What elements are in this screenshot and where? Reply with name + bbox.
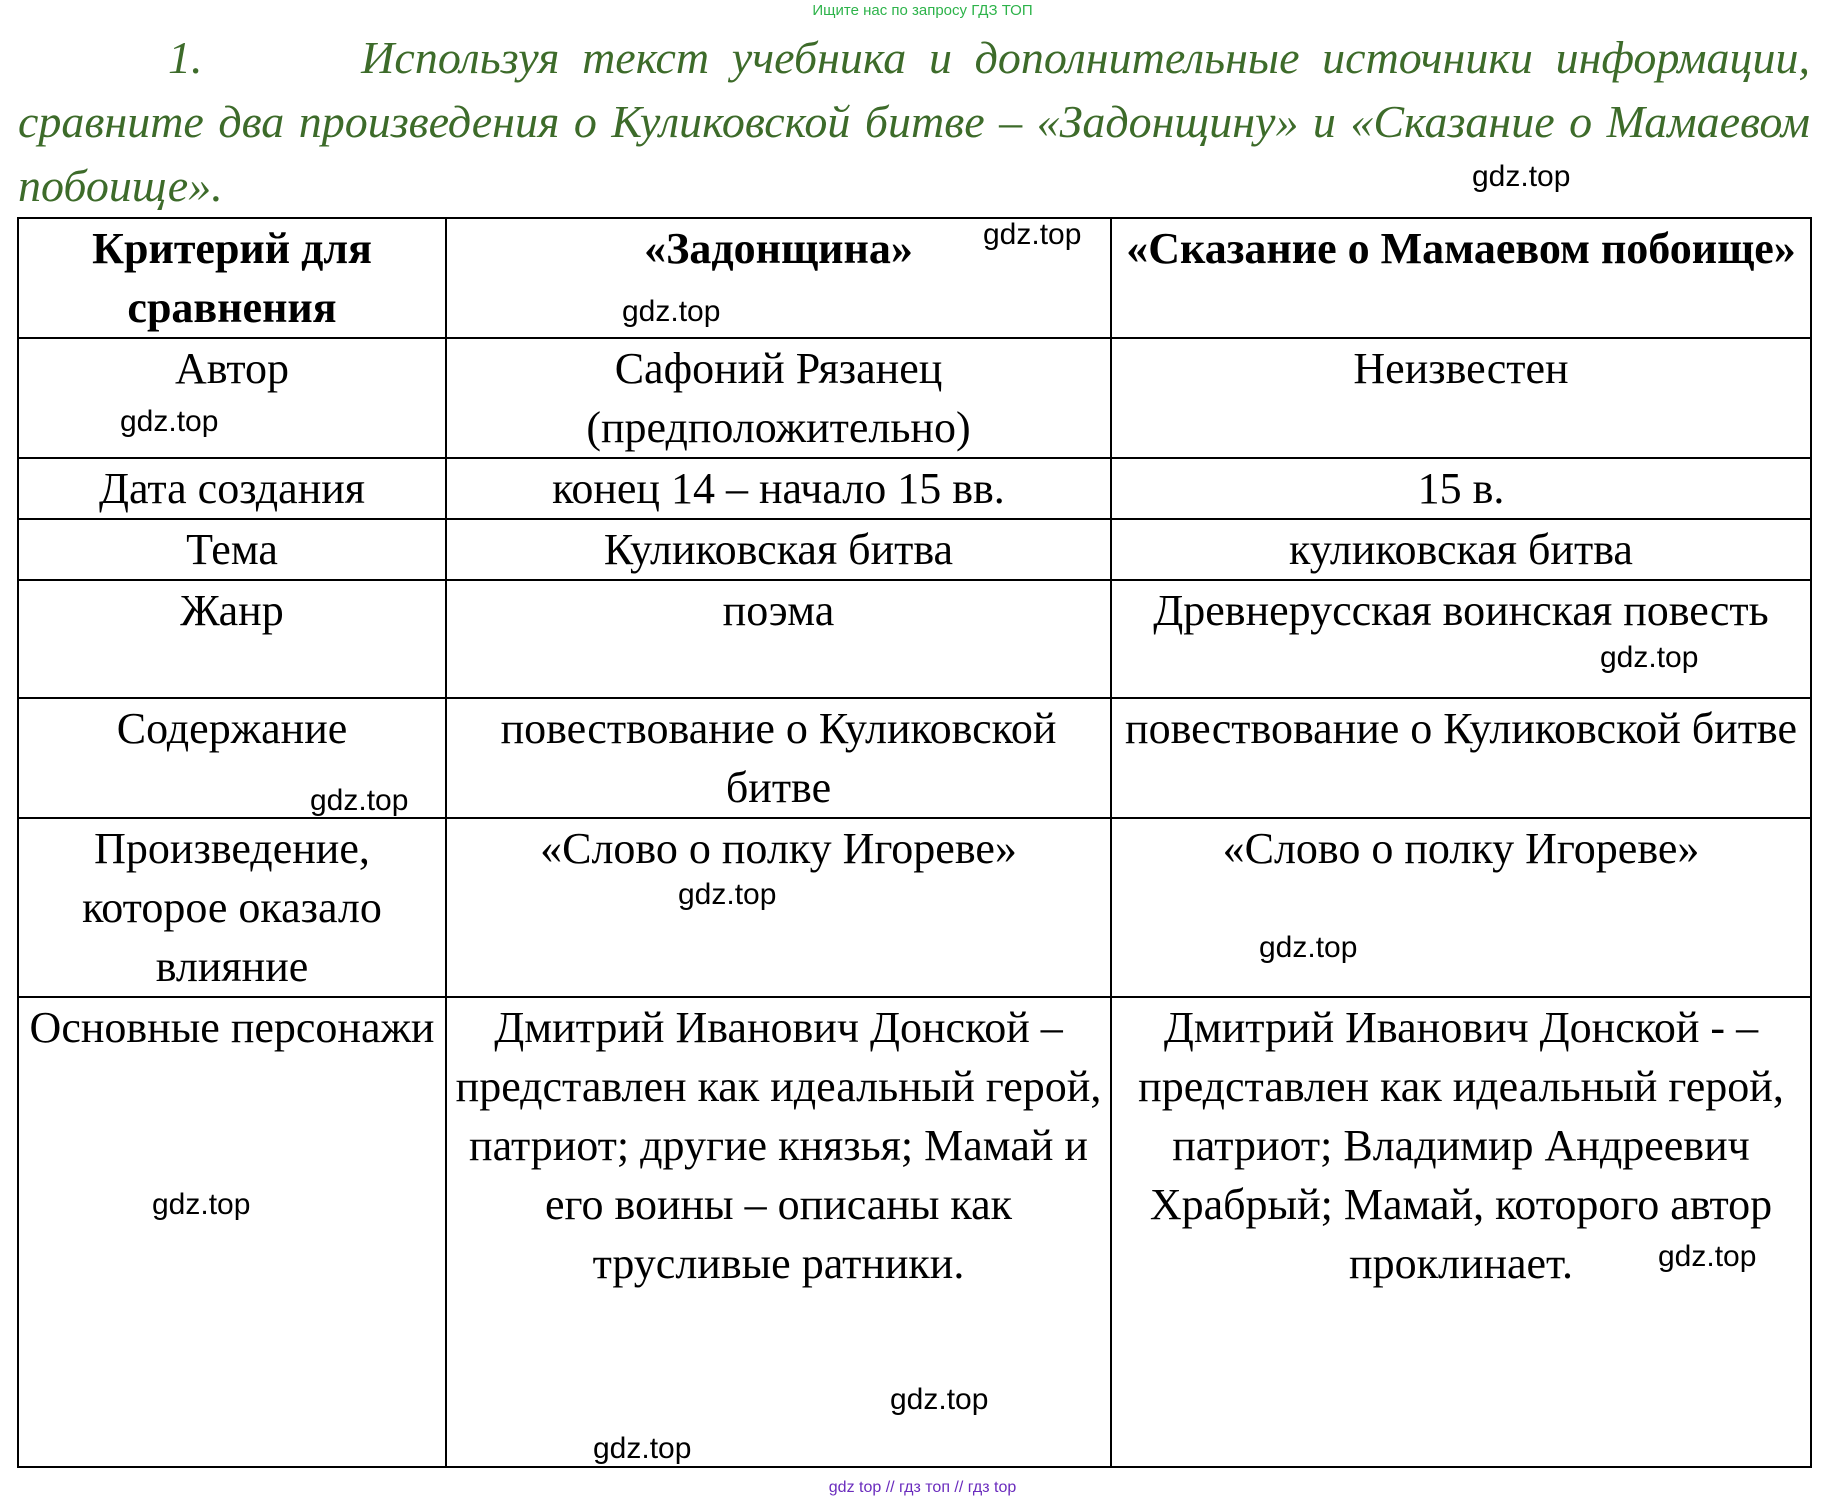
watermark: gdz.top <box>593 1432 692 1465</box>
zadonshchina-cell: Сафоний Рязанец (предположительно) <box>446 338 1111 458</box>
watermark: gdz.top <box>1600 641 1699 674</box>
skazanie-cell: «Слово о полку Игореве» <box>1111 818 1811 997</box>
search-hint: Ищите нас по запросу ГДЗ ТОП <box>812 2 1033 19</box>
criterion-cell: Тема <box>18 519 446 580</box>
task-text: 1. Используя текст учебника и дополнительные источники информации, сравните два произведения о Куликовской битве – «Задонщину» и «Сказание о Мамаевом побоище». <box>18 32 1810 211</box>
skazanie-cell: Древнерусская воинская повесть <box>1111 580 1811 698</box>
watermark: gdz.top <box>310 784 409 817</box>
zadonshchina-cell: повествование о Куликовской битве <box>446 698 1111 818</box>
footer-note: gdz top // гдз топ // гдз top <box>828 1479 1017 1496</box>
skazanie-cell: повествование о Куликовской битве <box>1111 698 1811 818</box>
skazanie-cell: 15 в. <box>1111 458 1811 519</box>
criterion-cell: Жанр <box>18 580 446 698</box>
criterion-cell: Дата создания <box>18 458 446 519</box>
watermark: gdz.top <box>1658 1240 1757 1273</box>
criterion-cell: Основные персонажи <box>18 997 446 1467</box>
skazanie-cell: Неизвестен <box>1111 338 1811 458</box>
header-zadonshchina: «Задонщина» <box>446 218 1111 338</box>
table-row <box>18 458 1811 519</box>
watermark: gdz.top <box>1259 931 1358 964</box>
table-row <box>18 580 1811 698</box>
skazanie-cell: Дмитрий Иванович Донской - – представлен как идеальный герой, патриот; Владимир Андреевич Храбрый; Мамай, которого автор проклинает. <box>1111 997 1811 1467</box>
watermark: gdz.top <box>983 218 1082 251</box>
skazanie-cell: куликовская битва <box>1111 519 1811 580</box>
zadonshchina-cell: Дмитрий Иванович Донской – представлен как идеальный герой, патриот; другие князья; Мамай и его воины – описаны как трусливые ратники. <box>446 997 1111 1467</box>
watermark: gdz.top <box>152 1188 251 1221</box>
zadonshchina-cell: Куликовская битва <box>446 519 1111 580</box>
criterion-cell: Автор <box>18 338 446 458</box>
watermark: gdz.top <box>678 878 777 911</box>
criterion-cell: Произведение, которое оказало влияние <box>18 818 446 997</box>
table-row <box>18 338 1811 458</box>
zadonshchina-cell: поэма <box>446 580 1111 698</box>
comparison-table <box>17 217 1812 1468</box>
watermark: gdz.top <box>622 295 721 328</box>
zadonshchina-cell: конец 14 – начало 15 вв. <box>446 458 1111 519</box>
watermark: gdz.top <box>120 405 219 438</box>
header-criterion: Критерий для сравнения <box>18 218 446 338</box>
criterion-cell: Содержание <box>18 698 446 818</box>
watermark: gdz.top <box>1472 160 1571 193</box>
table-row <box>18 698 1811 818</box>
zadonshchina-cell: «Слово о полку Игореве» <box>446 818 1111 997</box>
header-skazanie: «Сказание о Мамаевом побоище» <box>1111 218 1811 338</box>
table-header-row <box>18 218 1811 338</box>
table-row <box>18 818 1811 997</box>
watermark: gdz.top <box>890 1383 989 1416</box>
table-row <box>18 519 1811 580</box>
